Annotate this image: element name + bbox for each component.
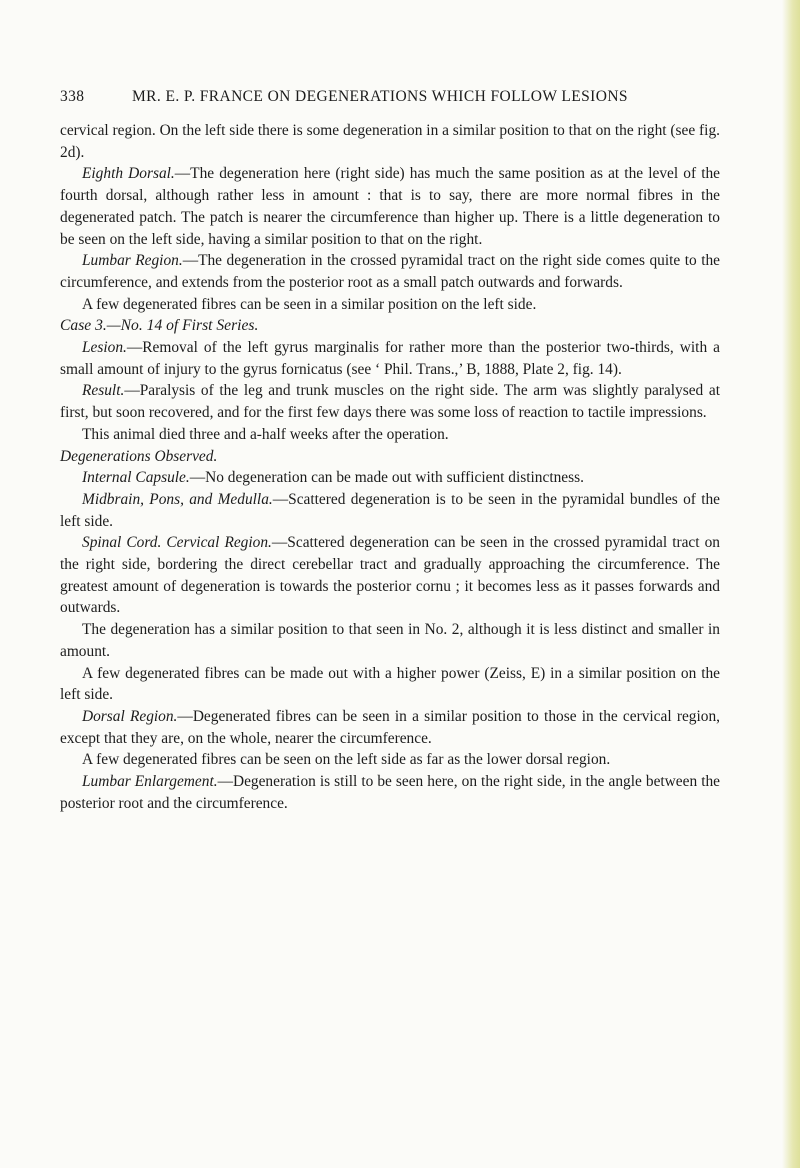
page-number: 338 <box>60 88 85 105</box>
paragraph-text: —Degeneration is still to be seen here, on the right side, in the angle between the posterior root and the circumference. <box>60 773 720 812</box>
paragraph-text: —Degenerated fibres can be seen in a similar position to those in the cervical region, except that they are, on the whole, nearer the circumference. <box>60 707 720 747</box>
paragraph <box>60 706 720 749</box>
section-heading: Dorsal Region. <box>82 707 178 725</box>
paragraph <box>60 380 720 423</box>
section-heading: Spinal Cord. Cervical Region. <box>82 534 272 552</box>
paragraph <box>60 337 720 380</box>
paragraph-text: —The degeneration here (right side) has much the same position as at the level of the fourth dorsal, although rather less in amount : that is to say, there are more normal fibres in the degenerated patch. The patch is nearer the circumference than higher up. There is a little degeneration to be seen on the left side, having a similar position to that on the right. <box>60 165 720 248</box>
paragraph <box>60 771 720 814</box>
paragraph <box>60 467 720 489</box>
paragraph: A few degenerated fibres can be seen on the left side as far as the lower dorsal region. <box>82 751 611 769</box>
running-header <box>60 88 720 110</box>
paragraph <box>60 163 720 250</box>
section-heading: Result. <box>82 382 125 400</box>
paragraph <box>60 489 720 532</box>
paragraph: cervical region. On the left side there is some degeneration in a similar position to that on the right (see fig. 2d). <box>60 122 720 161</box>
section-heading: Lumbar Region. <box>82 252 183 270</box>
section-heading: Internal Capsule. <box>82 469 190 487</box>
paragraph-text: —Scattered degeneration can be seen in the crossed pyramidal tract on the right side, bordering the direct cerebellar tract and gradually approaching the circumference. The greatest amount of degeneration is towards the posterior cornu ; it becomes less as it passes forwards and outwards. <box>60 534 720 617</box>
page-edge-stain <box>782 0 800 1168</box>
section-heading: Lumbar Enlargement. <box>82 773 218 791</box>
subsection-title: Degenerations Observed. <box>60 447 218 465</box>
running-title: MR. E. P. FRANCE ON DEGENERATIONS WHICH FOLLOW LESIONS <box>132 88 628 105</box>
paragraph-text: —Scattered degeneration is to be seen in the pyramidal bundles of the left side. <box>60 490 721 530</box>
paragraph-text: —No degeneration can be made out with sufficient distinctness. <box>189 469 584 487</box>
paragraph: A few degenerated fibres can be seen in a similar position on the left side. <box>82 295 537 313</box>
section-heading: Midbrain, Pons, and Medulla. <box>82 490 273 508</box>
section-heading: Eighth Dorsal. <box>82 165 175 183</box>
case-title: Case 3.—No. 14 of First Series. <box>60 317 259 335</box>
paragraph-text: —The degeneration in the crossed pyramidal tract on the right side comes quite to the circumference, and extends from the posterior root as a small patch outwards and forwards. <box>60 252 720 291</box>
paragraph <box>60 250 720 293</box>
paragraph-text: —Paralysis of the leg and trunk muscles on the right side. The arm was slightly paralysed at first, but soon recovered, and for the first few days there was some loss of reaction to tactile impressions. <box>60 382 720 422</box>
section-heading: Lesion. <box>82 339 127 357</box>
paragraph-text: —Removal of the left gyrus marginalis for rather more than the posterior two-thirds, with a small amount of injury to the gyrus fornicatus (see ‘ Phil. Trans.,’ B, 1888, Plate 2, fig. 14). <box>60 339 720 378</box>
paragraph: This animal died three and a-half weeks after the operation. <box>82 425 449 443</box>
body-text <box>60 120 720 815</box>
paragraph <box>60 532 720 619</box>
document-page <box>60 88 720 815</box>
paragraph: A few degenerated fibres can be made out with a higher power (Zeiss, E) in a similar position on the left side. <box>60 664 720 704</box>
paragraph: The degeneration has a similar position to that seen in No. 2, although it is less distinct and smaller in amount. <box>60 621 720 660</box>
